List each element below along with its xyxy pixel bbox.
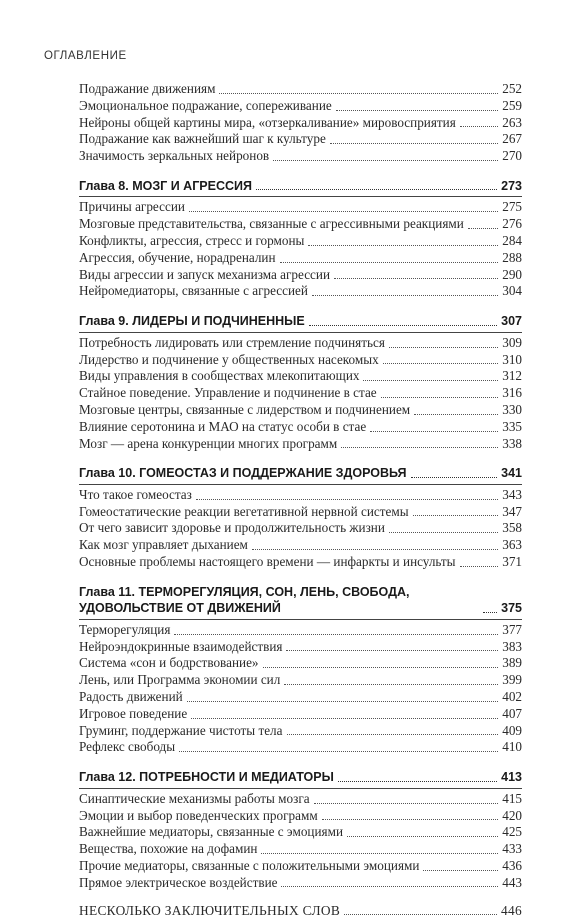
chapter-title: Глава 8. МОЗГ И АГРЕССИЯ [79,178,252,193]
entry-page: 347 [502,503,522,519]
toc-entry [79,520,522,537]
chapter-heading [79,465,522,485]
toc-entry [79,385,522,402]
toc-entry [79,689,522,706]
chapter-title: Глава 11. ТЕРМОРЕГУЛЯЦИЯ, СОН, ЛЕНЬ, СВОБОДА, УДОВОЛЬСТВИЕ ОТ ДВИЖЕНИЙ [79,584,410,616]
dot-leader [347,836,498,837]
toc-entry [79,419,522,436]
chapter-heading [79,313,522,333]
entry-page: 284 [502,233,522,249]
entry-page: 338 [502,435,522,451]
toc-entry [79,791,522,808]
entry-title: Прямое электрическое воздействие [79,874,278,890]
dot-leader [381,397,499,398]
entry-page: 316 [502,385,522,401]
dot-leader [179,751,498,752]
entry-title: Подражание как важнейший шаг к культуре [79,131,326,147]
toc-entry [79,436,522,453]
entry-title: Радость движений [79,689,183,705]
entry-title: Рефлекс свободы [79,739,176,755]
entry-page: 288 [502,249,522,265]
entry-title: Что такое гомеостаз [79,486,192,502]
dot-leader [344,914,497,915]
toc-entry [79,639,522,656]
dot-leader [256,189,497,190]
table-of-contents [79,81,522,919]
entry-title: Синаптические механизмы работы мозга [79,790,310,806]
entry-title: Потребность лидировать или стремление подчиняться [79,334,385,350]
toc-entry [79,81,522,98]
entry-title: Подражание движениям [79,81,216,96]
entry-title: Игровое поведение [79,705,188,721]
dot-leader [281,886,498,887]
dot-leader [460,126,498,127]
dot-leader [336,110,498,111]
entry-title: Как мозг управляет дыханием [79,537,248,553]
dot-leader [308,245,498,246]
entry-title: Нейромедиаторы, связанные с агрессией [79,283,308,299]
running-head: ОГЛАВЛЕНИЕ [44,50,127,62]
entry-page: 410 [502,739,522,755]
dot-leader [280,262,499,263]
dot-leader [273,160,498,161]
dot-leader [330,143,498,144]
dot-leader [338,781,497,782]
dot-leader [252,549,498,550]
entry-title: Мозг — арена конкуренции многих программ [79,435,338,451]
entry-title: Значимость зеркальных нейронов [79,148,270,164]
dot-leader [363,380,498,381]
entry-page: 377 [502,621,522,637]
chapter-heading [79,584,522,620]
chapter-heading [79,178,522,198]
entry-title: Виды агрессии и запуск механизма агрессии [79,266,331,282]
dot-leader [314,803,499,804]
entry-title: Эмоции и выбор поведенческих программ [79,807,318,823]
toc-entry [79,504,522,521]
dot-leader [413,515,499,516]
entry-title: Нейроэндокринные взаимодействия [79,638,283,654]
dot-leader [414,414,498,415]
entry-page: 275 [502,199,522,215]
entry-page: 399 [502,672,522,688]
entry-title: Лидерство и подчинение у общественных насекомых [79,351,379,367]
entry-page: 420 [502,807,522,823]
dot-leader [411,477,498,478]
chapter-heading [79,769,522,789]
entry-title: Лень, или Программа экономии сил [79,672,281,688]
toc-entry [79,283,522,300]
entry-page: 425 [502,824,522,840]
entry-title: Причины агрессии [79,199,185,215]
dot-leader [322,819,499,820]
entry-page: 263 [502,114,522,130]
dot-leader [312,295,498,296]
chapter-page: 413 [501,770,522,785]
entry-page: 389 [502,655,522,671]
chapter-page: 307 [501,314,522,329]
toc-entry [79,148,522,165]
toc-entry [79,706,522,723]
dot-leader [187,701,499,702]
entry-page: 259 [502,97,522,113]
toc-entry [79,402,522,419]
entry-page: 335 [502,418,522,434]
toc-entry [79,723,522,740]
dot-leader [389,347,498,348]
toc-entry [79,824,522,841]
dot-leader [261,853,498,854]
entry-page: 358 [502,520,522,536]
toc-entry [79,858,522,875]
dot-leader [287,734,499,735]
toc-entry [79,199,522,216]
entry-page: 312 [502,368,522,384]
chapter-title: Глава 12. ПОТРЕБНОСТИ И МЕДИАТОРЫ [79,770,334,785]
toc-entry [79,808,522,825]
dot-leader [174,634,498,635]
entry-title: Влияние серотонина и МАО на статус особи в стае [79,418,367,434]
entry-title: Мозговые центры, связанные с лидерством и подчинением [79,401,411,417]
toc-entry [79,875,522,892]
toc-entry [79,335,522,352]
entry-page: 415 [502,790,522,806]
entry-title: Конфликты, агрессия, стресс и гормоны [79,233,305,249]
entry-title: Вещества, похожие на дофамин [79,841,258,857]
toc-final-entry [79,902,522,919]
dot-leader [334,278,498,279]
dot-leader [383,363,499,364]
entry-title: Виды управления в сообществах млекопитающих [79,368,360,384]
dot-leader [341,447,498,448]
chapter-title: Глава 9. ЛИДЕРЫ И ПОДЧИНЕННЫЕ [79,314,305,329]
chapter-page: 341 [501,466,522,481]
dot-leader [196,499,498,500]
entry-page: 407 [502,705,522,721]
entry-page: 363 [502,537,522,553]
toc-entry [79,233,522,250]
entry-page: 371 [502,554,522,570]
dot-leader [286,650,498,651]
entry-title: Прочие медиаторы, связанные с положительными эмоциями [79,857,420,873]
toc-entry [79,841,522,858]
chapter-title: Глава 10. ГОМЕОСТАЗ И ПОДДЕРЖАНИЕ ЗДОРОВЬЯ [79,466,407,481]
entry-title: Основные проблемы настоящего времени — инфаркты и инсульты [79,554,456,570]
entry-title: НЕСКОЛЬКО ЗАКЛЮЧИТЕЛЬНЫХ СЛОВ [79,903,341,919]
entry-page: 409 [502,722,522,738]
entry-title: Стайное поведение. Управление и подчинение в стае [79,385,377,401]
entry-title: Система «сон и бодрствование» [79,655,259,671]
entry-title: От чего зависит здоровье и продолжительность жизни [79,520,385,536]
entry-title: Груминг, поддержание чистоты тела [79,722,283,738]
entry-page: 433 [502,841,522,857]
entry-page: 436 [502,857,522,873]
dot-leader [263,667,499,668]
chapter-page: 375 [501,601,522,616]
entry-page: 309 [502,334,522,350]
entry-page: 443 [502,874,522,890]
chapter-page: 273 [501,178,522,193]
entry-title: Эмоциональное подражание, сопереживание [79,97,332,113]
entry-title: Гомеостатические реакции вегетативной нервной системы [79,503,409,519]
toc-entry [79,368,522,385]
toc-entry [79,672,522,689]
dot-leader [370,431,498,432]
toc-entry [79,115,522,132]
toc-entry [79,655,522,672]
entry-page: 290 [502,266,522,282]
entry-page: 267 [502,131,522,147]
dot-leader [423,870,498,871]
toc-entry [79,487,522,504]
dot-leader [189,211,498,212]
dot-leader [309,325,497,326]
entry-title: Нейроны общей картины мира, «отзеркаливание» мировосприятия [79,114,456,130]
entry-page: 330 [502,401,522,417]
entry-title: Терморегуляция [79,621,171,637]
dot-leader [483,612,497,613]
entry-page: 446 [501,903,522,919]
dot-leader [468,228,498,229]
entry-page: 304 [502,283,522,299]
dot-leader [460,566,499,567]
toc-entry [79,352,522,369]
entry-page: 270 [502,148,522,164]
dot-leader [284,684,498,685]
entry-page: 402 [502,689,522,705]
toc-entry [79,250,522,267]
toc-entry [79,537,522,554]
entry-page: 383 [502,638,522,654]
toc-entry [79,739,522,756]
toc-entry [79,216,522,233]
entry-title: Мозговые представительства, связанные с агрессивными реакциями [79,216,464,232]
dot-leader [191,718,498,719]
entry-title: Важнейшие медиаторы, связанные с эмоциями [79,824,344,840]
toc-entry [79,267,522,284]
toc-entry [79,554,522,571]
toc-entry [79,131,522,148]
dot-leader [219,93,498,94]
dot-leader [389,532,498,533]
toc-entry [79,98,522,115]
entry-page: 252 [502,81,522,96]
entry-title: Агрессия, обучение, норадреналин [79,249,276,265]
entry-page: 343 [502,486,522,502]
toc-entry [79,622,522,639]
entry-page: 310 [502,351,522,367]
entry-page: 276 [502,216,522,232]
